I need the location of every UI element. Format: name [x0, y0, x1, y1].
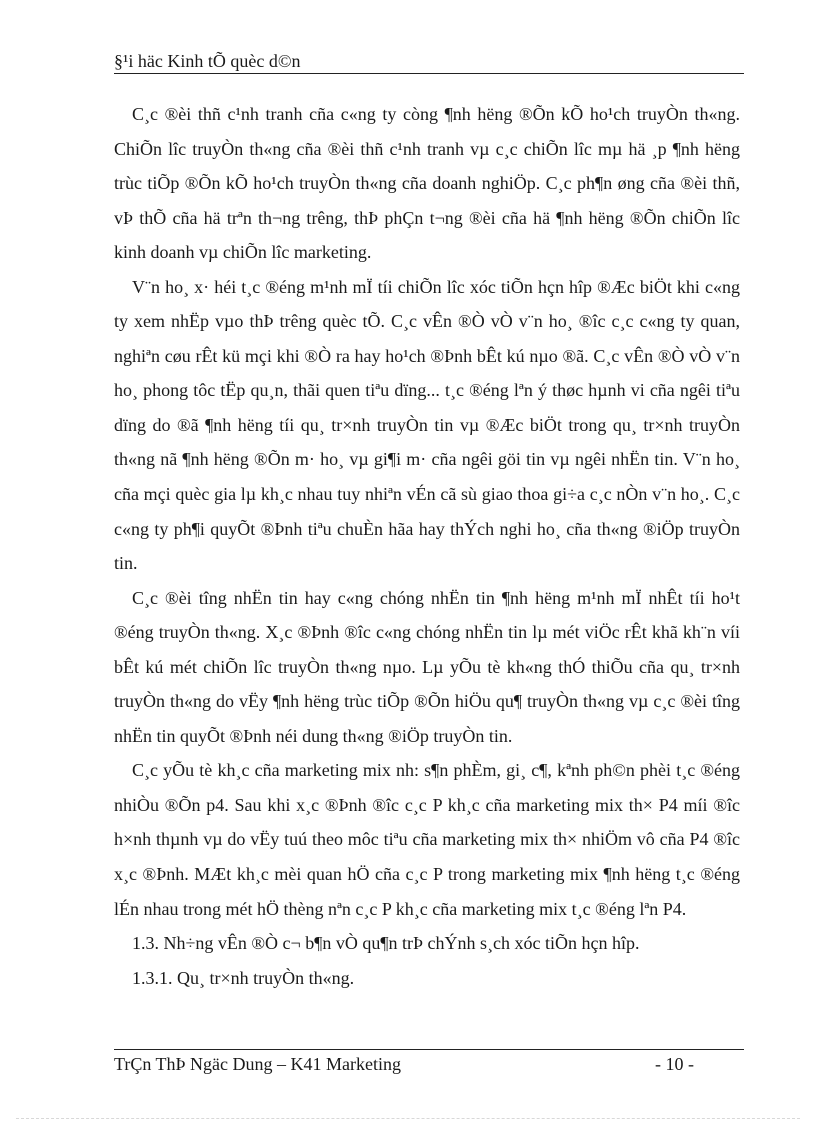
header-title: §¹i häc Kinh tÕ quèc d©n	[114, 51, 301, 71]
page-bottom-edge	[16, 1118, 800, 1119]
paragraph: C¸c yÕu tè kh¸c cña marketing mix nh: s¶n phÈm, gi¸ c¶, kªnh ph©n phèi t¸c ®éng nhiÒu ®Õn p4. Sau khi x¸c ®Þnh ®îc c¸c P kh¸c cña marketing mix th× P4 míi ®îc h×nh thµnh vµ do vËy tuú theo môc tiªu cña marketing mix th× nhiÖm vô cña P4 ®îc x¸c ®Þnh. MÆt kh¸c mèi quan hÖ cña c¸c P trong marketing mix ¶nh hëng t¸c ®éng lÉn nhau trong mét hÖ thèng nªn c¸c P kh¸c cña marketing mix t¸c ®éng lªn P4.	[114, 760, 740, 919]
page-number: - 10 -	[655, 1054, 694, 1074]
header-divider	[114, 73, 744, 74]
section-heading: 1.3. Nh÷ng vÊn ®Ò c¬ b¶n vÒ qu¶n trÞ chÝnh s¸ch xóc tiÕn hçn hîp.	[132, 933, 640, 954]
footer-author: TrÇn ThÞ Ngäc Dung – K41 Marketing	[114, 1054, 401, 1074]
page-header	[114, 50, 744, 72]
footer-divider	[114, 1049, 744, 1050]
paragraph: C¸c ®èi tîng nhËn tin hay c«ng chóng nhËn tin ¶nh hëng m¹nh mÏ nhÊt tíi ho¹t ®éng truyÒn th«ng. X¸c ®Þnh ®îc c«ng chóng nhËn tin lµ mét viÖc rÊt khã kh¨n víi bÊt kú mét chiÕn lîc truyÒn th«ng nµo. Lµ yÕu tè kh«ng thÓ thiÕu cña qu¸ tr×nh truyÒn th«ng do vËy ¶nh hëng trùc tiÕp ®Õn hiÖu qu¶ truyÒn th«ng vµ c¸c ®èi tîng nhËn tin quyÕt ®Þnh néi dung th«ng ®iÖp truyÒn tin.	[114, 587, 740, 746]
body-text	[114, 97, 740, 995]
paragraph: C¸c ®èi thñ c¹nh tranh cña c«ng ty còng ¶nh hëng ®Õn kÕ ho¹ch truyÒn th«ng. ChiÕn lîc truyÒn th«ng cña ®èi thñ c¹nh tranh vµ c¸c chiÕn lîc mµ hä ¸p ¶nh hëng trùc tiÕp ®Õn kÕ ho¹ch truyÒn th«ng cña doanh nghiÖp. C¸c ph¶n øng cña ®èi thñ, vÞ thÕ cña hä trªn th¬ng trêng, thÞ phÇn t¬ng ®èi cña hä ¶nh hëng ®Õn chiÕn lîc kinh doanh vµ chiÕn lîc marketing.	[114, 104, 740, 263]
paragraph: V¨n ho¸ x· héi t¸c ®éng m¹nh mÏ tíi chiÕn lîc xóc tiÕn hçn hîp ®Æc biÖt khi c«ng ty xem nhËp vµo thÞ trêng quèc tÕ. C¸c vÊn ®Ò vÒ v¨n ho¸ ®îc c¸c c«ng ty quan, nghiªn cøu rÊt kü mçi khi ®Ò ra hay ho¹ch ®Þnh bÊt kú nµo ®ã. C¸c vÊn ®Ò vÒ v¨n ho¸ phong tôc tËp qu¸n, thãi quen tiªu dïng... t¸c ®éng lªn ý thøc hµnh vi cña ngêi tiªu dïng do ®ã ¶nh hëng tíi qu¸ tr×nh truyÒn tin vµ ®Æc biÖt trong qu¸ tr×nh truyÒn th«ng nã ¶nh hëng ®Õn m· ho¸ vµ gi¶i m· cña ngêi göi tin vµ ngêi nhËn tin. V¨n ho¸ cña mçi quèc gia lµ kh¸c nhau tuy nhiªn vÉn cã sù giao thoa gi÷a c¸c nÒn v¨n ho¸. C¸c c«ng ty ph¶i quyÕt ®Þnh tiªu chuÈn hãa hay thÝch nghi ho¸ cña th«ng ®iÖp truyÒn tin.	[114, 276, 740, 574]
page-footer	[114, 1053, 694, 1075]
subsection-heading: 1.3.1. Qu¸ tr×nh truyÒn th«ng.	[132, 967, 355, 988]
